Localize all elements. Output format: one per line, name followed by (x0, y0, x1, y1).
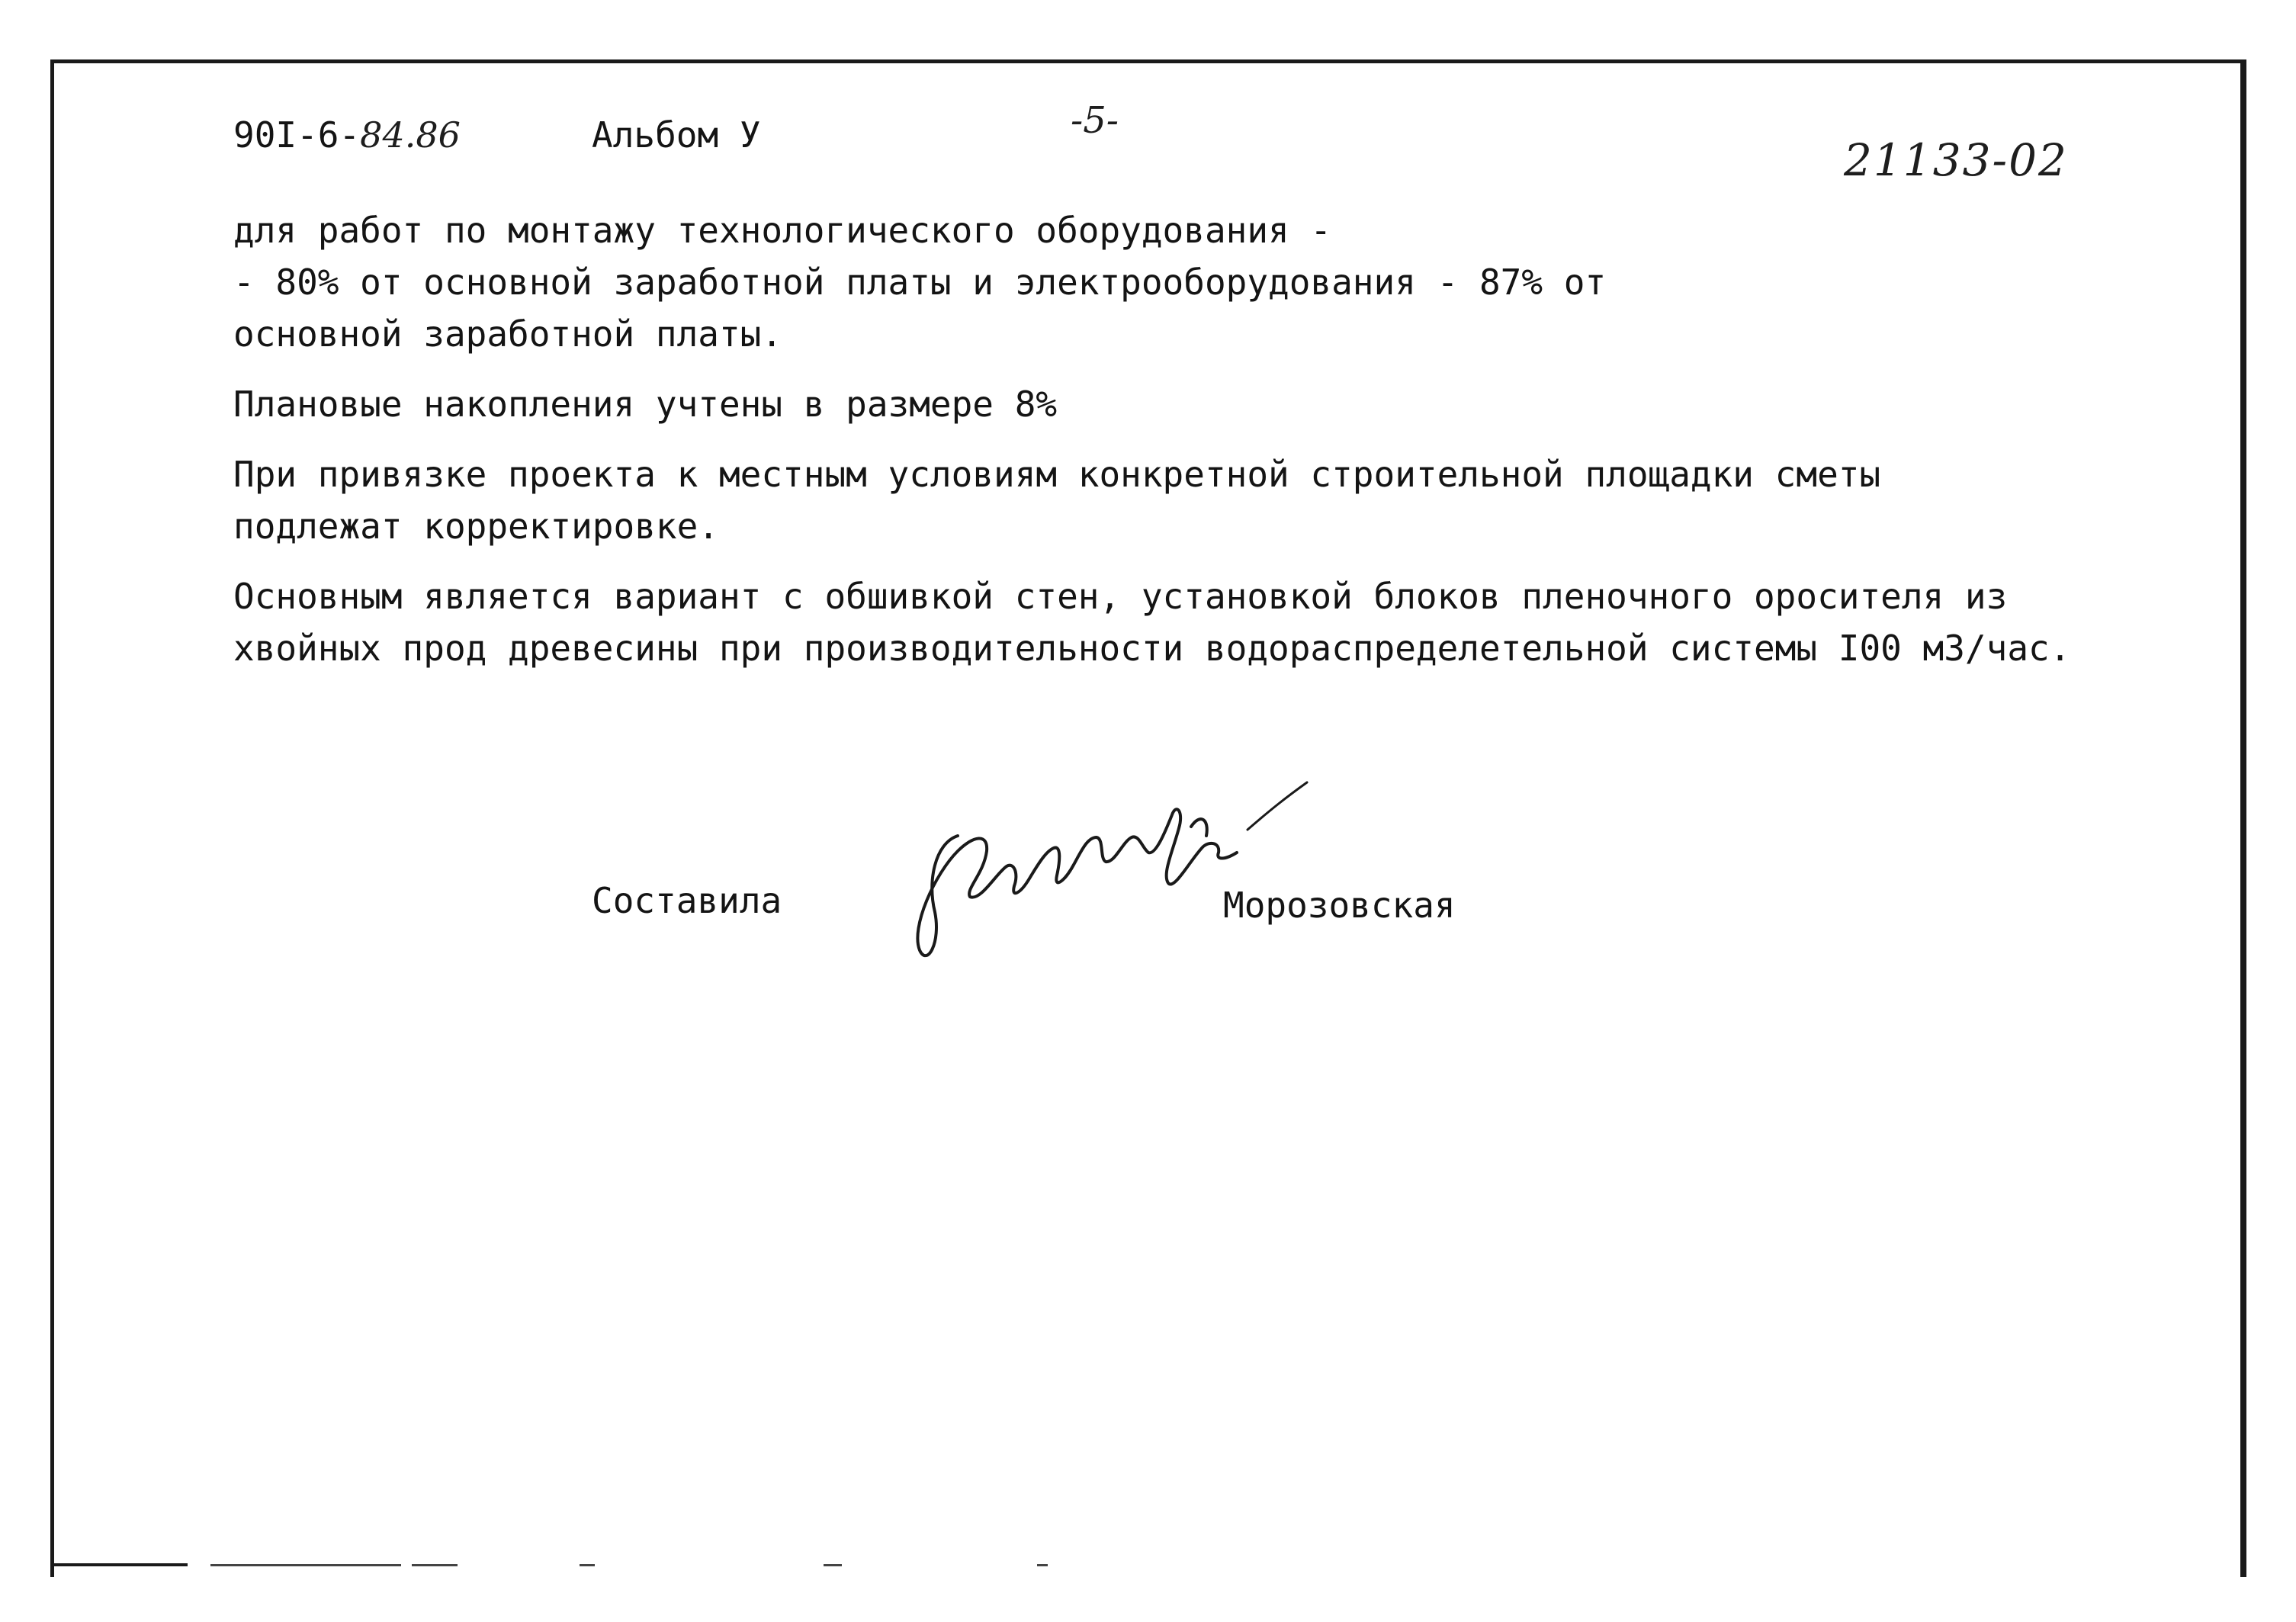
sheet-number: 21133-02 (1844, 134, 2068, 186)
text-line: основной заработной платы. (233, 313, 783, 355)
paragraph (233, 570, 2216, 674)
bottom-edge-mark (1037, 1564, 1048, 1566)
text-line: для работ по монтажу технологического оборудования - (233, 210, 1332, 251)
document-code (233, 114, 461, 156)
bottom-edge-mark (210, 1564, 401, 1566)
text-line: При привязке проекта к местным условиям конкретной строительной площадки сметы (233, 454, 1881, 495)
text-line: Основным является вариант с обшивкой стен, установкой блоков пленочного оросителя из (233, 576, 2008, 617)
text-line: - 80% от основной заработной платы и электрооборудования - 87% от (233, 262, 1607, 303)
page-number: -5- (1071, 99, 1119, 142)
text-line: хвойных прод древесины при производительности водораспределетельной системы I00 м3/час. (233, 628, 2071, 669)
album-label: Альбом У (592, 114, 761, 156)
author-name: Морозовская (1223, 885, 1456, 926)
paragraph (233, 204, 2216, 360)
text-line: подлежат корректировке. (233, 506, 719, 547)
body-text (233, 204, 2216, 674)
bottom-edge-mark (412, 1564, 458, 1566)
compiled-by-label: Составила (592, 880, 782, 921)
document-code-handwritten: 84.86 (360, 114, 461, 156)
bottom-edge-line (50, 1563, 188, 1566)
bottom-edge-mark (580, 1564, 595, 1566)
paragraph (233, 378, 2216, 430)
text-line: Плановые накопления учтены в размере 8% (233, 384, 1058, 425)
signature-icon (904, 767, 1316, 973)
bottom-edge-mark (824, 1564, 842, 1566)
paragraph (233, 448, 2216, 552)
document-code-prefix: 90I-6- (233, 114, 361, 156)
